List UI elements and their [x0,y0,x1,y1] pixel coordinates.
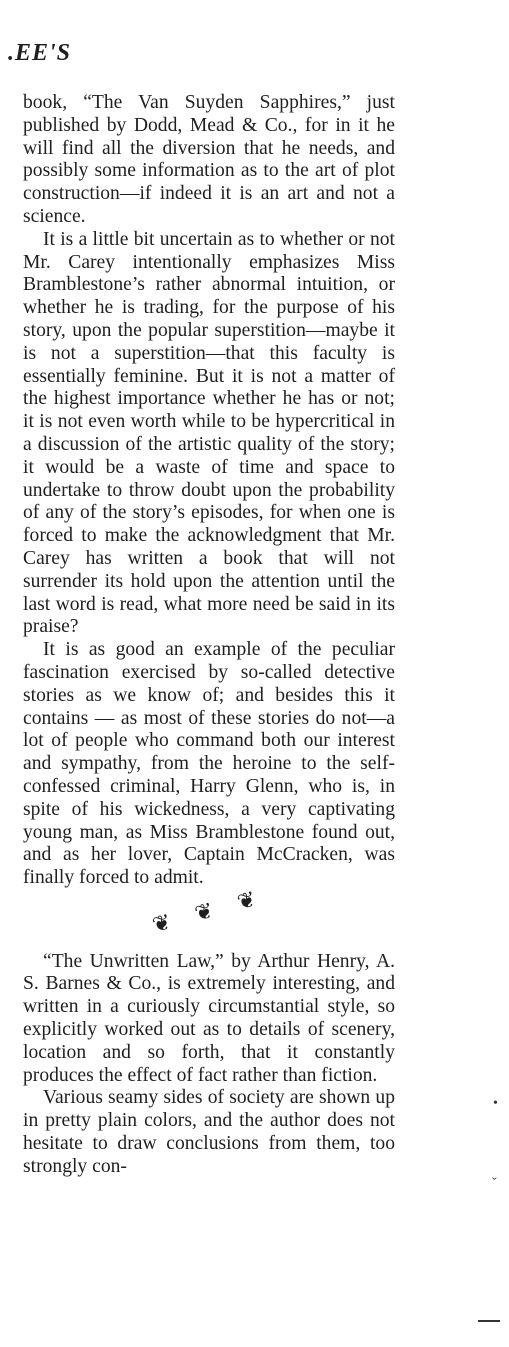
margin-speck: • [493,1096,498,1111]
margin-rule [478,1320,500,1322]
paragraph-2: It is a little bit uncertain as to whether or not Mr. Carey intentionally emphasizes Miss Bramblestone’s rather abnormal intuition, or whether he is trading, for the purpose of his story, upon the popular superstition—maybe it is not a superstition—that this faculty is essentially feminine. But it is not a matter of the highest importance whether he has or not; it is not even worth while to be hypercritical in a discussion of the artistic quality of the story; it would be a waste of time and space to undertake to throw doubt upon the probability of any of the story’s episodes, for when one is forced to make the acknowledgment that Mr. Carey has written a book that will not surrender its hold upon the attention until the last word is read, what more need be said in its praise? [23,228,395,638]
ornament-glyphs: ❦ ❦ ❦ [149,883,269,938]
running-header: .EE'S [8,40,72,66]
section-ornament [23,883,395,938]
paragraph-3: It is as good an example of the peculiar fascination exercised by so-called detective stories as we know of; and besides this it contains — as most of these stories do not—a lot of people who command both our interest and sympathy, from the heroine to the self-confessed criminal, Harry Glenn, who is, in spite of his wickedness, a very captivating young man, as Miss Bramblestone found out, and as her lover, Captain McCracken, was finally forced to admit. [23,639,395,889]
paragraph-1: book, “The Van Suyden Sapphires,” just published by Dodd, Mead & Co., for in it he will find all the diversion that he needs, and possibly some information as to the art of plot construction—if indeed it is an art and not a science. [23,92,395,227]
paragraph-5: Various seamy sides of society are shown up in pretty plain colors, and the author does not hesitate to draw conclusions from them, too strongly con- [23,1087,395,1177]
paragraph-4: “The Unwritten Law,” by Arthur Henry, A. S. Barnes & Co., is extremely interesting, and written in a curiously circumstantial style, so explicitly worked out as to details of scenery, location and so forth, that it constantly produces the effect of fact rather than fiction. [23,950,395,1086]
article-column [23,92,395,1179]
margin-speck-2: ˇ [492,1176,497,1191]
